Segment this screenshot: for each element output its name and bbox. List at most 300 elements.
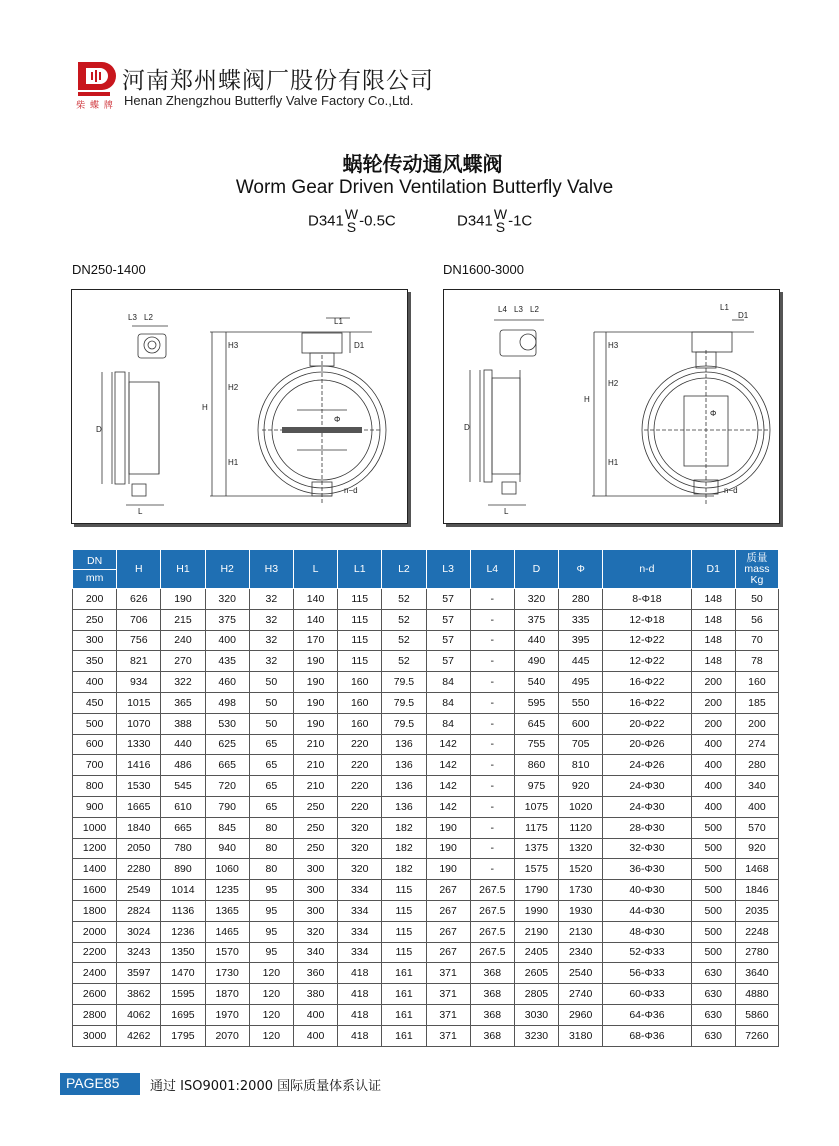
label-h1: H1 [608, 458, 619, 467]
table-cell: 368 [470, 1004, 514, 1025]
table-cell: 65 [249, 776, 293, 797]
range-label-right: DN1600-3000 [443, 262, 524, 277]
table-cell: 20-Φ26 [603, 734, 691, 755]
table-cell: 250 [73, 609, 117, 630]
table-cell: 1468 [735, 859, 778, 880]
table-row [73, 942, 779, 963]
table-cell: 185 [735, 692, 778, 713]
table-cell: 2960 [559, 1004, 603, 1025]
table-cell: 28-Φ30 [603, 817, 691, 838]
table-cell: 400 [293, 1004, 337, 1025]
table-cell: 65 [249, 796, 293, 817]
company-name-cn: 河南郑州蝶阀厂股份有限公司 [122, 68, 434, 94]
label-h1: H1 [228, 458, 239, 467]
label-phi: Φ [334, 415, 341, 424]
table-cell: 52-Φ33 [603, 942, 691, 963]
table-cell: 215 [161, 609, 205, 630]
table-cell: 136 [382, 734, 426, 755]
table-cell: 600 [559, 713, 603, 734]
table-cell: 1846 [735, 880, 778, 901]
table-cell: 2805 [514, 984, 558, 1005]
table-row [73, 692, 779, 713]
table-cell: 400 [73, 672, 117, 693]
table-cell: 200 [691, 713, 735, 734]
table-cell: 705 [559, 734, 603, 755]
table-cell: 5860 [735, 1004, 778, 1025]
table-cell: 2070 [205, 1025, 249, 1046]
table-cell: 498 [205, 692, 249, 713]
table-cell: 371 [426, 984, 470, 1005]
table-cell: 368 [470, 984, 514, 1005]
table-cell: 120 [249, 1004, 293, 1025]
table-cell: 940 [205, 838, 249, 859]
table-cell: 320 [514, 589, 558, 610]
table-cell: 267 [426, 880, 470, 901]
table-cell: 2050 [117, 838, 161, 859]
table-cell: 500 [691, 942, 735, 963]
table-cell: 136 [382, 755, 426, 776]
table-cell: 142 [426, 796, 470, 817]
table-cell: 95 [249, 921, 293, 942]
table-cell: 170 [293, 630, 337, 651]
table-cell: 700 [73, 755, 117, 776]
table-cell: 3180 [559, 1025, 603, 1046]
label-nd: n−d [724, 486, 738, 495]
table-cell: 32 [249, 630, 293, 651]
table-cell: 595 [514, 692, 558, 713]
table-cell: 1330 [117, 734, 161, 755]
table-cell: 52 [382, 630, 426, 651]
table-row [73, 838, 779, 859]
table-cell: 665 [205, 755, 249, 776]
table-cell: 388 [161, 713, 205, 734]
table-cell: 450 [73, 692, 117, 713]
table-cell: 136 [382, 776, 426, 797]
table-cell: 267.5 [470, 900, 514, 921]
label-d1: D1 [354, 341, 365, 350]
table-cell: 1930 [559, 900, 603, 921]
table-cell: 148 [691, 589, 735, 610]
table-cell: 161 [382, 1025, 426, 1046]
table-cell: 57 [426, 630, 470, 651]
table-cell: 7260 [735, 1025, 778, 1046]
table-row [73, 609, 779, 630]
table-row [73, 921, 779, 942]
table-cell: 280 [735, 755, 778, 776]
table-cell: 486 [161, 755, 205, 776]
table-cell: 50 [249, 692, 293, 713]
table-row [73, 651, 779, 672]
table-cell: 267.5 [470, 880, 514, 901]
table-cell: 4062 [117, 1004, 161, 1025]
table-cell: 115 [382, 921, 426, 942]
table-cell: 36-Φ30 [603, 859, 691, 880]
table-cell: 1800 [73, 900, 117, 921]
table-cell: - [470, 817, 514, 838]
table-cell: 1665 [117, 796, 161, 817]
table-cell: 120 [249, 1025, 293, 1046]
table-cell: 115 [338, 609, 382, 630]
table-cell: 16-Φ22 [603, 672, 691, 693]
table-cell: 630 [691, 963, 735, 984]
table-cell: 3000 [73, 1025, 117, 1046]
table-cell: 1530 [117, 776, 161, 797]
table-cell: 115 [382, 880, 426, 901]
table-cell: 756 [117, 630, 161, 651]
table-cell: 190 [293, 672, 337, 693]
table-cell: 274 [735, 734, 778, 755]
table-cell: - [470, 796, 514, 817]
table-cell: 435 [205, 651, 249, 672]
table-row [73, 734, 779, 755]
table-cell: 334 [338, 921, 382, 942]
table-cell: 57 [426, 589, 470, 610]
table-cell: 115 [382, 900, 426, 921]
table-cell: 44-Φ30 [603, 900, 691, 921]
table-cell: 142 [426, 776, 470, 797]
table-cell: - [470, 651, 514, 672]
table-cell: 1070 [117, 713, 161, 734]
table-cell: 400 [205, 630, 249, 651]
table-cell: 2280 [117, 859, 161, 880]
table-cell: 148 [691, 609, 735, 630]
table-row [73, 672, 779, 693]
table-cell: 500 [691, 817, 735, 838]
table-cell: 240 [161, 630, 205, 651]
table-cell: 395 [559, 630, 603, 651]
table-cell: 79.5 [382, 672, 426, 693]
model-suffix: -1C [508, 212, 533, 230]
table-cell: 200 [691, 672, 735, 693]
table-cell: 1790 [514, 880, 558, 901]
table-cell: 1795 [161, 1025, 205, 1046]
table-cell: 380 [293, 984, 337, 1005]
table-cell: 300 [293, 859, 337, 880]
table-cell: 400 [691, 776, 735, 797]
table-cell: - [470, 859, 514, 880]
table-cell: 12-Φ18 [603, 609, 691, 630]
table-cell: 136 [382, 796, 426, 817]
table-row [73, 900, 779, 921]
table-cell: 1060 [205, 859, 249, 880]
label-l: L [504, 507, 509, 516]
table-cell: 115 [382, 942, 426, 963]
diagram-dn1600-3000 [443, 289, 780, 524]
table-cell: 182 [382, 838, 426, 859]
label-d: D [96, 425, 102, 434]
table-cell: 1350 [161, 942, 205, 963]
table-cell: 220 [338, 776, 382, 797]
col-h1: H1 [161, 550, 205, 589]
table-cell: 1015 [117, 692, 161, 713]
table-cell: 334 [338, 942, 382, 963]
model-code-1 [308, 208, 396, 242]
col-h: H [117, 550, 161, 589]
table-row [73, 1004, 779, 1025]
table-cell: 570 [735, 817, 778, 838]
model-sub: S [495, 219, 506, 235]
table-cell: 1730 [559, 880, 603, 901]
col-phi: Φ [559, 550, 603, 589]
table-cell: 2605 [514, 963, 558, 984]
table-cell: 495 [559, 672, 603, 693]
col-n-d: n-d [603, 550, 691, 589]
label-l2: L2 [144, 313, 153, 322]
table-cell: 920 [559, 776, 603, 797]
table-cell: 2600 [73, 984, 117, 1005]
table-cell: 32 [249, 589, 293, 610]
table-cell: 365 [161, 692, 205, 713]
table-cell: 368 [470, 963, 514, 984]
product-title-cn: 蜗轮传动通风蝶阀 [342, 152, 503, 176]
table-cell: 140 [293, 589, 337, 610]
table-cell: 50 [249, 672, 293, 693]
table-cell: 975 [514, 776, 558, 797]
table-cell: 200 [735, 713, 778, 734]
table-cell: 2340 [559, 942, 603, 963]
label-h: H [584, 395, 590, 404]
table-cell: 65 [249, 734, 293, 755]
table-cell: 161 [382, 984, 426, 1005]
label-h3: H3 [608, 341, 619, 350]
table-cell: 210 [293, 734, 337, 755]
table-cell: 322 [161, 672, 205, 693]
table-cell: 2549 [117, 880, 161, 901]
table-cell: - [470, 589, 514, 610]
table-cell: 52 [382, 589, 426, 610]
table-cell: 50 [249, 713, 293, 734]
table-cell: 250 [293, 838, 337, 859]
page-number: PAGE85 [66, 1075, 120, 1091]
table-cell: 630 [691, 1025, 735, 1046]
label-h3: H3 [228, 341, 239, 350]
table-cell: 2130 [559, 921, 603, 942]
label-l4: L4 [498, 305, 507, 314]
table-cell: - [470, 776, 514, 797]
table-cell: 1014 [161, 880, 205, 901]
label-nd: n−d [344, 486, 358, 495]
table-cell: 12-Φ22 [603, 630, 691, 651]
table-cell: 630 [691, 1004, 735, 1025]
table-cell: 460 [205, 672, 249, 693]
table-cell: 920 [735, 838, 778, 859]
col-l3: L3 [426, 550, 470, 589]
table-cell: 148 [691, 651, 735, 672]
table-cell: 2190 [514, 921, 558, 942]
table-cell: 626 [117, 589, 161, 610]
table-row [73, 755, 779, 776]
table-cell: 3024 [117, 921, 161, 942]
table-cell: 500 [691, 880, 735, 901]
table-cell: 1320 [559, 838, 603, 859]
table-row [73, 713, 779, 734]
model-prefix: D341 [457, 212, 493, 230]
table-cell: 267.5 [470, 921, 514, 942]
table-cell: 540 [514, 672, 558, 693]
col-mass: 质量 mass Kg [735, 550, 778, 589]
table-cell: 2540 [559, 963, 603, 984]
table-cell: 1236 [161, 921, 205, 942]
table-cell: 16-Φ22 [603, 692, 691, 713]
table-cell: 500 [691, 900, 735, 921]
table-cell: - [470, 734, 514, 755]
table-cell: 320 [205, 589, 249, 610]
table-cell: 371 [426, 963, 470, 984]
table-cell: 2780 [735, 942, 778, 963]
table-cell: 1000 [73, 817, 117, 838]
table-cell: 220 [338, 755, 382, 776]
table-row [73, 796, 779, 817]
table-row [73, 859, 779, 880]
table-cell: 250 [293, 796, 337, 817]
table-cell: 280 [559, 589, 603, 610]
table-cell: 1600 [73, 880, 117, 901]
table-cell: 900 [73, 796, 117, 817]
table-cell: 300 [293, 880, 337, 901]
table-cell: 140 [293, 609, 337, 630]
label-d: D [464, 423, 470, 432]
table-cell: 2248 [735, 921, 778, 942]
table-cell: 645 [514, 713, 558, 734]
table-cell: 190 [426, 838, 470, 859]
label-phi: Φ [710, 409, 717, 418]
table-cell: 720 [205, 776, 249, 797]
table-cell: 267 [426, 921, 470, 942]
table-cell: - [470, 692, 514, 713]
table-cell: 445 [559, 651, 603, 672]
table-cell: 368 [470, 1025, 514, 1046]
table-cell: 1990 [514, 900, 558, 921]
table-cell: 56-Φ33 [603, 963, 691, 984]
table-cell: 1520 [559, 859, 603, 880]
table-cell: 78 [735, 651, 778, 672]
table-cell: 190 [293, 713, 337, 734]
table-cell: 4262 [117, 1025, 161, 1046]
col-h3: H3 [249, 550, 293, 589]
table-cell: 2035 [735, 900, 778, 921]
table-cell: 340 [735, 776, 778, 797]
table-cell: 182 [382, 859, 426, 880]
table-cell: 79.5 [382, 713, 426, 734]
table-row [73, 1025, 779, 1046]
table-cell: 550 [559, 692, 603, 713]
table-cell: 80 [249, 817, 293, 838]
table-cell: 161 [382, 1004, 426, 1025]
table-cell: 890 [161, 859, 205, 880]
table-cell: 400 [735, 796, 778, 817]
label-l3: L3 [514, 305, 523, 314]
table-cell: 190 [161, 589, 205, 610]
table-cell: 148 [691, 630, 735, 651]
table-cell: 1840 [117, 817, 161, 838]
table-cell: 200 [73, 589, 117, 610]
col-d: D [514, 550, 558, 589]
table-cell: 440 [514, 630, 558, 651]
table-cell: 115 [338, 651, 382, 672]
table-cell: 3230 [514, 1025, 558, 1046]
table-cell: 320 [338, 838, 382, 859]
table-cell: 2405 [514, 942, 558, 963]
table-cell: 32-Φ30 [603, 838, 691, 859]
table-cell: 95 [249, 942, 293, 963]
table-cell: 267 [426, 900, 470, 921]
table-cell: 755 [514, 734, 558, 755]
table-cell: 250 [293, 817, 337, 838]
table-cell: 500 [73, 713, 117, 734]
table-cell: 24-Φ30 [603, 796, 691, 817]
table-cell: 1375 [514, 838, 558, 859]
table-cell: 418 [338, 963, 382, 984]
range-label-left: DN250-1400 [72, 262, 146, 277]
table-row [73, 984, 779, 1005]
table-cell: 500 [691, 838, 735, 859]
table-cell: 1595 [161, 984, 205, 1005]
table-cell: 665 [161, 817, 205, 838]
table-cell: 1235 [205, 880, 249, 901]
table-cell: 32 [249, 651, 293, 672]
table-cell: 530 [205, 713, 249, 734]
table-cell: 3862 [117, 984, 161, 1005]
table-cell: 780 [161, 838, 205, 859]
table-cell: 2200 [73, 942, 117, 963]
table-cell: 340 [293, 942, 337, 963]
table-cell: 190 [293, 692, 337, 713]
table-cell: 371 [426, 1004, 470, 1025]
col-l: L [293, 550, 337, 589]
table-cell: - [470, 609, 514, 630]
table-cell: 160 [338, 713, 382, 734]
table-row [73, 630, 779, 651]
table-cell: 190 [426, 859, 470, 880]
table-cell: 350 [73, 651, 117, 672]
table-cell: 600 [73, 734, 117, 755]
model-suffix: -0.5C [359, 212, 396, 230]
table-cell: 40-Φ30 [603, 880, 691, 901]
table-cell: 360 [293, 963, 337, 984]
table-cell: 1200 [73, 838, 117, 859]
table-cell: 2824 [117, 900, 161, 921]
table-cell: 1870 [205, 984, 249, 1005]
table-cell: 68-Φ36 [603, 1025, 691, 1046]
table-cell: 8-Φ18 [603, 589, 691, 610]
table-cell: 2000 [73, 921, 117, 942]
table-cell: 1970 [205, 1004, 249, 1025]
table-cell: 440 [161, 734, 205, 755]
label-h2: H2 [608, 379, 619, 388]
table-cell: 220 [338, 796, 382, 817]
table-cell: 1175 [514, 817, 558, 838]
table-cell: 32 [249, 609, 293, 630]
table-cell: 84 [426, 713, 470, 734]
col-l1: L1 [338, 550, 382, 589]
table-cell: 210 [293, 776, 337, 797]
table-cell: 500 [691, 921, 735, 942]
table-cell: 79.5 [382, 692, 426, 713]
table-cell: 70 [735, 630, 778, 651]
col-l2: L2 [382, 550, 426, 589]
table-cell: 418 [338, 1025, 382, 1046]
diagram-dn250-1400 [71, 289, 408, 524]
table-cell: 80 [249, 838, 293, 859]
model-sub: S [346, 219, 357, 235]
table-cell: 210 [293, 755, 337, 776]
table-cell: 821 [117, 651, 161, 672]
table-cell: - [470, 713, 514, 734]
table-cell: 24-Φ30 [603, 776, 691, 797]
table-cell: 320 [293, 921, 337, 942]
table-cell: 500 [691, 859, 735, 880]
product-title-en: Worm Gear Driven Ventilation Butterfly Valve [235, 177, 614, 198]
